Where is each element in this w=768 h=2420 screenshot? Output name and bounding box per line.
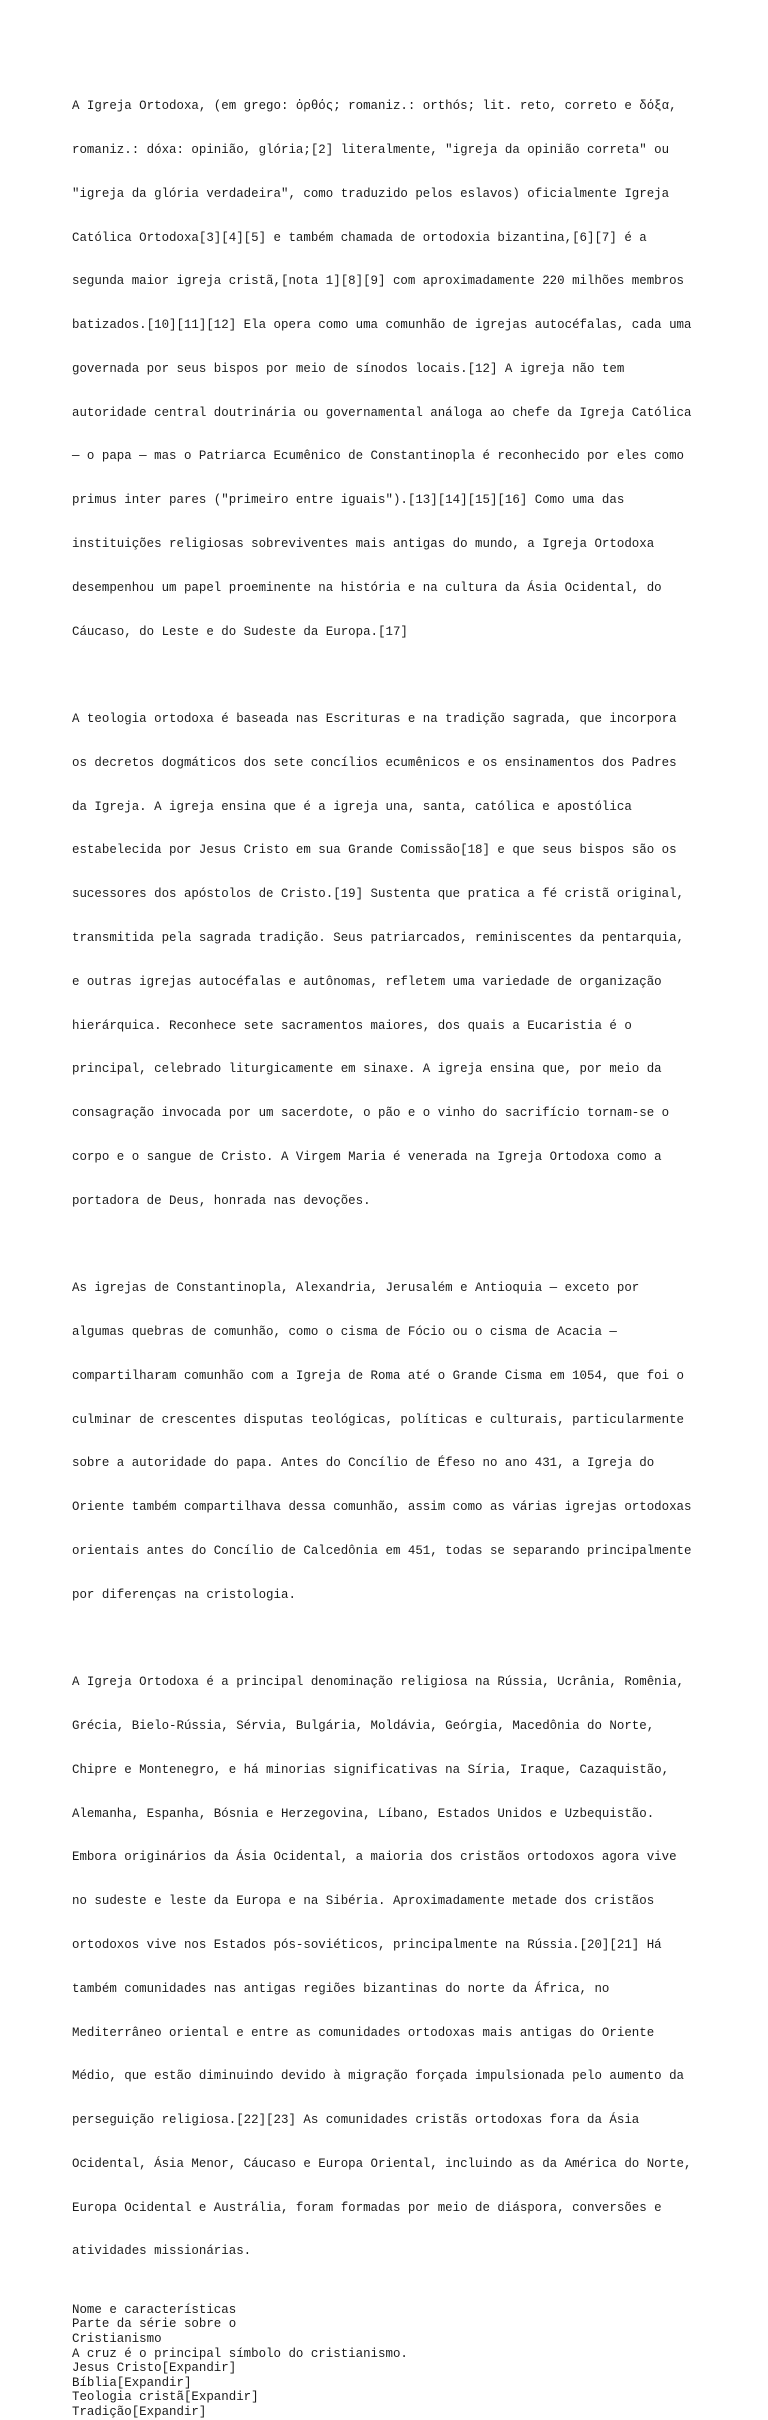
series-caption: Parte da série sobre o <box>72 2317 237 2332</box>
text-line: A Igreja Ortodoxa é a principal denominação religiosa na Rússia, Ucrânia, Romênia, <box>72 1675 685 1690</box>
paragraph-theology <box>72 683 702 1238</box>
image-caption: A cruz é o principal símbolo do cristianismo. <box>72 2346 408 2361</box>
text-line: "igreja da glória verdadeira", como traduzido pelos eslavos) oficialmente Igreja <box>72 186 670 201</box>
text-line: Católica Ortodoxa[3][4][5] e também chamada de ortodoxia bizantina,[6][7] é a <box>72 230 647 245</box>
text-line: no sudeste e leste da Europa e na Sibéria. Aproximadamente metade dos cristãos <box>72 1894 655 1909</box>
text-line: batizados.[10][11][12] Ela opera como uma comunhão de igrejas autocéfalas, cada uma <box>72 318 692 333</box>
text-line: governada por seus bispos por meio de sínodos locais.[12] A igreja não tem <box>72 361 625 376</box>
text-line: A teologia ortodoxa é baseada nas Escrituras e na tradição sagrada, que incorpora <box>72 712 677 727</box>
section-heading: Nome e características <box>72 2302 237 2317</box>
document-page <box>72 70 702 2420</box>
paragraph-history <box>72 1252 702 1631</box>
text-line: principal, celebrado liturgicamente em sinaxe. A igreja ensina que, por meio da <box>72 1062 662 1077</box>
text-line: orientais antes do Concílio de Calcedônia em 451, todas se separando principalmente <box>72 1543 692 1558</box>
text-line: segunda maior igreja cristã,[nota 1][8][9] com aproximadamente 220 milhões membros <box>72 274 685 289</box>
text-line: instituições religiosas sobreviventes mais antigas do mundo, a Igreja Ortodoxa <box>72 537 655 551</box>
text-line: primus inter pares ("primeiro entre iguais").[13][14][15][16] Como uma das <box>72 493 625 508</box>
text-line: Grécia, Bielo-Rússia, Sérvia, Bulgária, Moldávia, Geórgia, Macedônia do Norte, <box>72 1719 655 1734</box>
text-line: — o papa — mas o Patriarca Ecumênico de Constantinopla é reconhecido por eles como <box>72 449 685 464</box>
text-line: Chipre e Montenegro, e há minorias significativas na Síria, Iraque, Cazaquistão, <box>72 1762 670 1777</box>
expand-item-teologia-crista[interactable]: Teologia cristã[Expandir] <box>72 2390 259 2405</box>
text-line: também comunidades nas antigas regiões bizantinas do norte da África, no <box>72 1981 610 1996</box>
text-line: Embora originários da Ásia Ocidental, a maioria dos cristãos ortodoxos agora vive <box>72 1850 677 1865</box>
text-line: corpo e o sangue de Cristo. A Virgem Maria é venerada na Igreja Ortodoxa como a <box>72 1149 662 1164</box>
text-line: e outras igrejas autocéfalas e autônomas, refletem uma variedade de organização <box>72 974 662 989</box>
text-line: estabelecida por Jesus Cristo em sua Grande Comissão[18] e que seus bispos são os <box>72 843 677 858</box>
text-line: atividades missionárias. <box>72 2244 252 2259</box>
text-line: compartilharam comunhão com a Igreja de Roma até o Grande Cisma em 1054, que foi o <box>72 1368 685 1383</box>
expand-item-jesus-cristo[interactable]: Jesus Cristo[Expandir] <box>72 2361 237 2376</box>
text-line: A Igreja Ortodoxa, (em grego: ὀρθός; romaniz.: orthós; lit. reto, correto e δόξα, <box>72 99 677 114</box>
text-line: algumas quebras de comunhão, como o cisma de Fócio ou o cisma de Acacia — <box>72 1325 617 1340</box>
text-line: por diferenças na cristologia. <box>72 1587 296 1602</box>
text-line: Cáucaso, do Leste e do Sudeste da Europa.[17] <box>72 624 408 639</box>
paragraph-demographics <box>72 1646 702 2288</box>
text-line: ortodoxos vive nos Estados pós-soviéticos, principalmente na Rússia.[20][21] Há <box>72 1938 662 1952</box>
text-line: os decretos dogmáticos dos sete concílios ecumênicos e os ensinamentos dos Padres <box>72 755 677 770</box>
expand-item-tradicao[interactable]: Tradição[Expandir] <box>72 2405 207 2419</box>
text-line: Europa Ocidental e Austrália, foram formadas por meio de diáspora, conversões e <box>72 2200 662 2215</box>
text-line: Alemanha, Espanha, Bósnia e Herzegovina, Líbano, Estados Unidos e Uzbequistão. <box>72 1806 655 1821</box>
text-line: hierárquica. Reconhece sete sacramentos maiores, dos quais a Eucaristia é o <box>72 1018 632 1033</box>
text-line: Médio, que estão diminuindo devido à migração forçada impulsionada pelo aumento da <box>72 2069 685 2084</box>
text-line: As igrejas de Constantinopla, Alexandria, Jerusalém e Antioquia — exceto por <box>72 1281 640 1296</box>
text-line: portadora de Deus, honrada nas devoções. <box>72 1193 371 1208</box>
text-line: da Igreja. A igreja ensina que é a igreja una, santa, católica e apostólica <box>72 799 632 814</box>
expand-item-biblia[interactable]: Bíblia[Expandir] <box>72 2375 192 2390</box>
text-line: consagração invocada por um sacerdote, o pão e o vinho do sacrifício tornam-se o <box>72 1106 670 1121</box>
text-line: sobre a autoridade do papa. Antes do Concílio de Éfeso no ano 431, a Igreja do <box>72 1456 655 1471</box>
text-line: desempenhou um papel proeminente na história e na cultura da Ásia Ocidental, do <box>72 580 662 595</box>
text-line: culminar de crescentes disputas teológicas, políticas e culturais, particularmente <box>72 1412 685 1427</box>
series-title: Cristianismo <box>72 2332 162 2347</box>
paragraph-intro <box>72 70 702 668</box>
series-sidebar-block <box>72 2303 702 2420</box>
text-line: perseguição religiosa.[22][23] As comunidades cristãs ortodoxas fora da Ásia <box>72 2113 640 2128</box>
text-line: transmitida pela sagrada tradição. Seus patriarcados, reminiscentes da pentarquia, <box>72 931 685 946</box>
text-line: sucessores dos apóstolos de Cristo.[19] Sustenta que pratica a fé cristã original, <box>72 887 685 902</box>
text-line: Mediterrâneo oriental e entre as comunidades ortodoxas mais antigas do Oriente <box>72 2025 655 2040</box>
text-line: romaniz.: dóxa: opinião, glória;[2] literalmente, "igreja da opinião correta" ou <box>72 142 670 157</box>
text-line: autoridade central doutrinária ou governamental análoga ao chefe da Igreja Católica <box>72 405 692 420</box>
text-line: Oriente também compartilhava dessa comunhão, assim como as várias igrejas ortodoxas <box>72 1500 692 1515</box>
text-line: Ocidental, Ásia Menor, Cáucaso e Europa Oriental, incluindo as da América do Norte, <box>72 2156 692 2171</box>
